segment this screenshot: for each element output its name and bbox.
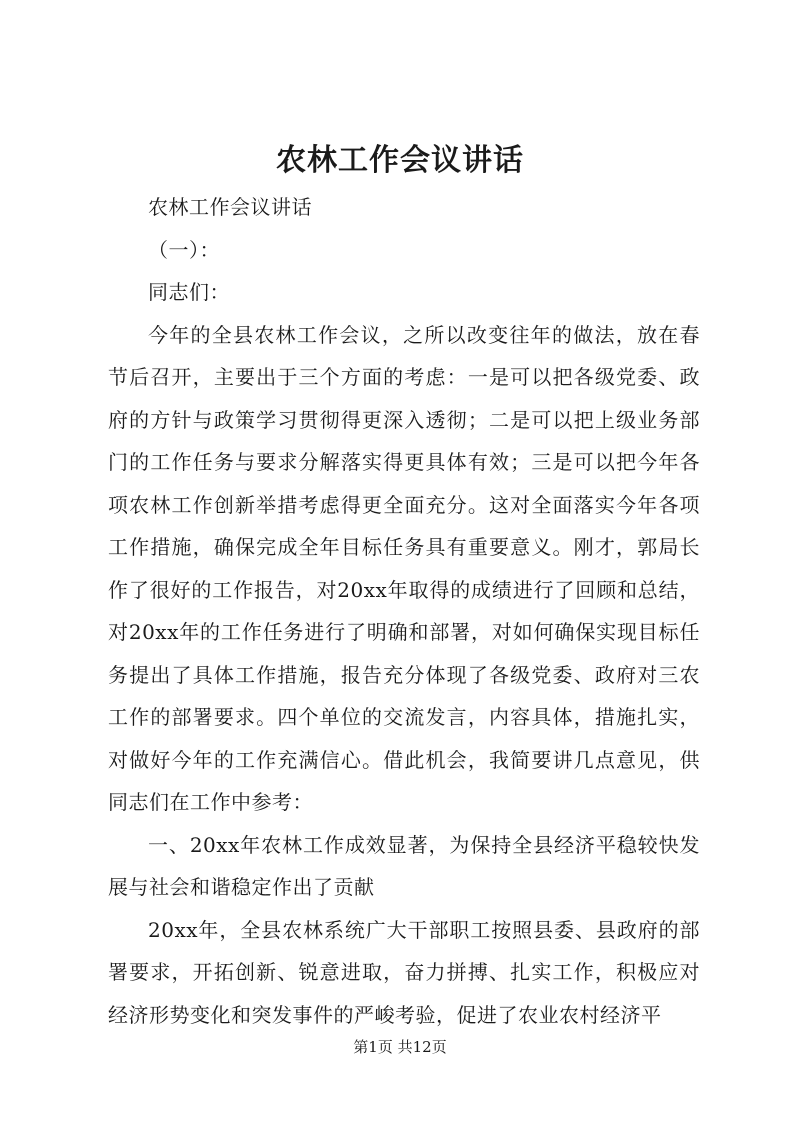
- paragraph-body: 20xx年，全县农林系统广大干部职工按照县委、县政府的部署要求，开拓创新、锐意进取，奋力拼搏、扎实工作，积极应对经济形势变化和突发事件的严峻考验，促进了农业农村经济平: [108, 917, 700, 1027]
- paragraph-intro: 今年的全县农林工作会议，之所以改变往年的做法，放在春节后召开，主要出于三个方面的考虑：一是可以把各级党委、政府的方针与政策学习贯彻得更深入透彻；二是可以把上级业务部门的工作任务与要求分解落实得更具体有效；三是可以把今年各项农林工作创新举措考虑得更全面充分。这对全面落实今年各项工作措施，确保完成全年目标任务具有重要意义。刚才，郭局长作了很好的工作报告，对20xx年取得的成绩进行了回顾和总结，对20xx年的工作任务进行了明确和部署，对如何确保实现目标任务提出了具体工作措施，报告充分体现了各级党委、政府对三农工作的部署要求。四个单位的交流发言，内容具体，措施扎实，对做好今年的工作充满信心。借此机会，我简要讲几点意见，供同志们在工作中参考：: [108, 322, 700, 814]
- page-number-footer: 第1页 共12页: [353, 1038, 447, 1056]
- paragraph-section-marker: （一）：: [148, 237, 220, 262]
- document-title: 农林工作会议讲话: [276, 143, 524, 178]
- paragraph-section-heading: 一、20xx年农林工作成效显著，为保持全县经济平稳较快发展与社会和谐稳定作出了贡献: [108, 832, 700, 899]
- paragraph-salutation: 同志们：: [148, 280, 230, 304]
- document-body: [108, 186, 700, 1036]
- paragraph-heading: 农林工作会议讲话: [148, 195, 312, 219]
